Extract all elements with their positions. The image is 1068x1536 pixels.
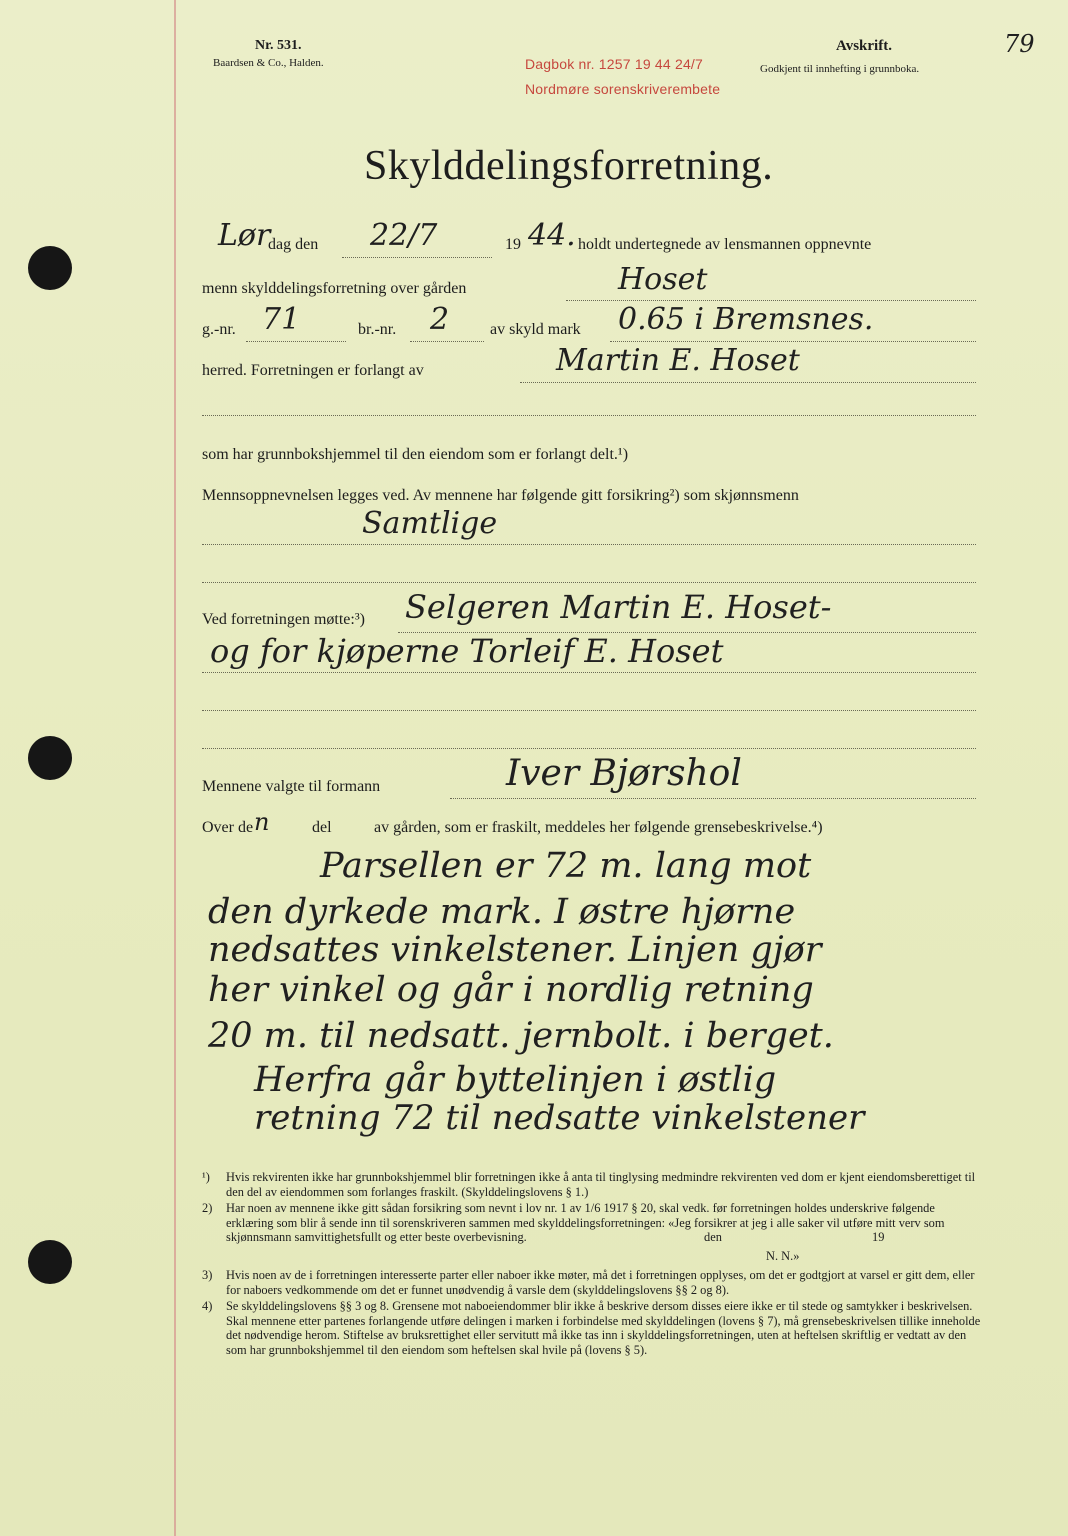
skyld-rule [610, 341, 976, 342]
hjemmel-text: som har grunnbokshjemmel til den eiendom som er forlangt delt.¹) [202, 446, 629, 463]
formann-label: Mennene valgte til formann [202, 778, 381, 795]
court-stamp: Nordmøre sorenskriverembete [525, 81, 721, 97]
weekday-handwritten: Lør [218, 218, 271, 253]
mote-rule-4 [202, 748, 976, 749]
description-line: Parsellen er 72 m. lang mot [320, 846, 812, 886]
bnr-rule [410, 341, 484, 342]
footnote-signature: N. N.» [766, 1248, 800, 1263]
formann-rule [450, 798, 976, 799]
footnote-date-label: den [704, 1229, 722, 1244]
gnr-handwritten: 71 [262, 302, 301, 337]
red-margin-line [174, 0, 176, 1536]
page-number: 79 [1004, 30, 1035, 58]
mote-handwritten-2: og for kjøperne Torleif E. Hoset [210, 632, 724, 670]
description-line: retning 72 til nedsatte vinkelstener [254, 1098, 865, 1138]
footnote-mark: 4) [202, 1299, 213, 1314]
requested-rule [520, 382, 976, 383]
description-line: den dyrkede mark. I østre hjørne [208, 892, 796, 932]
footnote-year: 19 [872, 1229, 885, 1244]
requested-by-handwritten: Martin E. Hoset [556, 343, 800, 378]
year-prefix: 19 [505, 236, 521, 253]
held-text: holdt undertegnede av lensmannen oppnevnte [578, 236, 872, 253]
bnr-handwritten: 2 [430, 302, 450, 337]
mote-rule-2 [202, 672, 976, 673]
year-handwritten: 44. [528, 218, 576, 253]
blank-rule-1 [202, 415, 976, 416]
binder-hole-top [28, 246, 72, 290]
oppnevnelse-text: Mennsoppnevnelsen legges ved. Av mennene har følgende gitt forsikring²) som skjønnsmenn [202, 487, 799, 504]
farm-rule [566, 300, 976, 301]
footnote-text: Se skylddelingslovens §§ 3 og 8. Grensene mot naboeiendommer blir ikke å beskrive dersom disses eiere ikke er til stede og samtykker i beskrivelsen. Skal mennene etter partenes forlangende utføre delingen i marken i forbindelse med skylddelingen (lovens § 7), må grensebeskrivelsen tillike inneholde det nødvendige herom. Stiftelse av bruksrettighet eller servitutt må ikke tas inn i skylddelingsforretningen, uten at heftelsen skriftlig er vedtatt av den som har grunnbokshjemmel til den eiendom som heftelsen skal hvile på (lovens § 5). [226, 1299, 981, 1357]
footnotes [202, 1170, 982, 1360]
footnote-4 [202, 1299, 982, 1357]
footnote-mark: 3) [202, 1267, 213, 1282]
blank-rule-3 [202, 582, 976, 583]
mote-rule-3 [202, 710, 976, 711]
formann-handwritten: Iver Bjørshol [506, 753, 742, 794]
day-label: dag den [268, 236, 319, 253]
description-line: Herfra går byttelinjen i østlig [254, 1060, 777, 1100]
blank-rule-2 [202, 544, 976, 545]
farm-handwritten: Hoset [618, 262, 708, 297]
avskrift-label: Avskrift. [836, 38, 892, 54]
grense-text: av gården, som er fraskilt, meddeles her følgende grensebeskrivelse.⁴) [374, 819, 823, 836]
binder-hole-middle [28, 736, 72, 780]
approval-note: Godkjent til innhefting i grunnboka. [760, 63, 920, 75]
footnote-mark: 2) [202, 1201, 213, 1216]
date-handwritten: 22/7 [370, 218, 438, 253]
description-line: 20 m. til nedsatt. jernbolt. i berget. [208, 1016, 834, 1056]
footnote-mark: ¹) [202, 1170, 210, 1184]
description-line: nedsattes vinkelstener. Linjen gjør [208, 930, 822, 970]
footnote-2 [202, 1201, 982, 1263]
gnr-label: g.-nr. [202, 321, 236, 338]
gnr-rule [246, 341, 346, 342]
diary-stamp: Dagbok nr. 1257 19 44 24/7 [525, 56, 704, 72]
publisher: Baardsen & Co., Halden. [213, 57, 324, 69]
binder-hole-bottom [28, 1240, 72, 1284]
skyld-handwritten: 0.65 i Bremsnes. [618, 302, 874, 337]
footnote-3 [202, 1268, 982, 1297]
date-rule [342, 257, 492, 258]
samtlige-handwritten: Samtlige [362, 506, 498, 541]
footnote-1 [202, 1170, 982, 1199]
over-de-label: Over de [202, 819, 254, 836]
form-number: Nr. 531. [255, 38, 302, 53]
skyld-label: av skyld mark [490, 321, 581, 338]
footnote-text: Har noen av mennene ikke gitt sådan forsikring som nevnt i lov nr. 1 av 1/6 1917 § 20, skal vedk. før forretningen holdes underskrive følgende erklæring som blir å sende inn til sorenskriveren sammen med skylddelingsforretningen: «Jeg forsikrer at jeg i alle saker vil utføre mitt verv som skjønnsmann samvittighetsfullt og etter beste overbevisning. [226, 1201, 945, 1245]
footnote-text: Hvis noen av de i forretningen interesserte parter eller naboer ikke møter, må det i forretningen opplyses, om det er godtgjort at varsel er gitt dem, eller for naboers vedkommende om det er funnet unødvendig å varsle dem (skylddelingslovens §§ 2 og 8). [226, 1267, 975, 1297]
mote-handwritten-1: Selgeren Martin E. Hoset- [405, 588, 832, 626]
document-title: Skylddelingsforretning. [364, 143, 774, 189]
bnr-label: br.-nr. [358, 321, 397, 338]
herred-text: herred. Forretningen er forlangt av [202, 362, 424, 379]
description-line: her vinkel og går i nordlig retning [208, 970, 814, 1010]
del-label: del [312, 819, 332, 836]
mote-label: Ved forretningen møtte:³) [202, 611, 365, 628]
fraction-handwritten: n [254, 808, 270, 836]
footnote-text: Hvis rekvirenten ikke har grunnbokshjemmel blir forretningen ikke å anta til tinglysing medmindre rekvirenten ved dom er kjent eiendomsberettiget til den del av eiendommen som forlanges fraskilt. (Skylddelingslovens § 1.) [226, 1170, 976, 1199]
farm-text: menn skylddelingsforretning over gården [202, 280, 467, 297]
